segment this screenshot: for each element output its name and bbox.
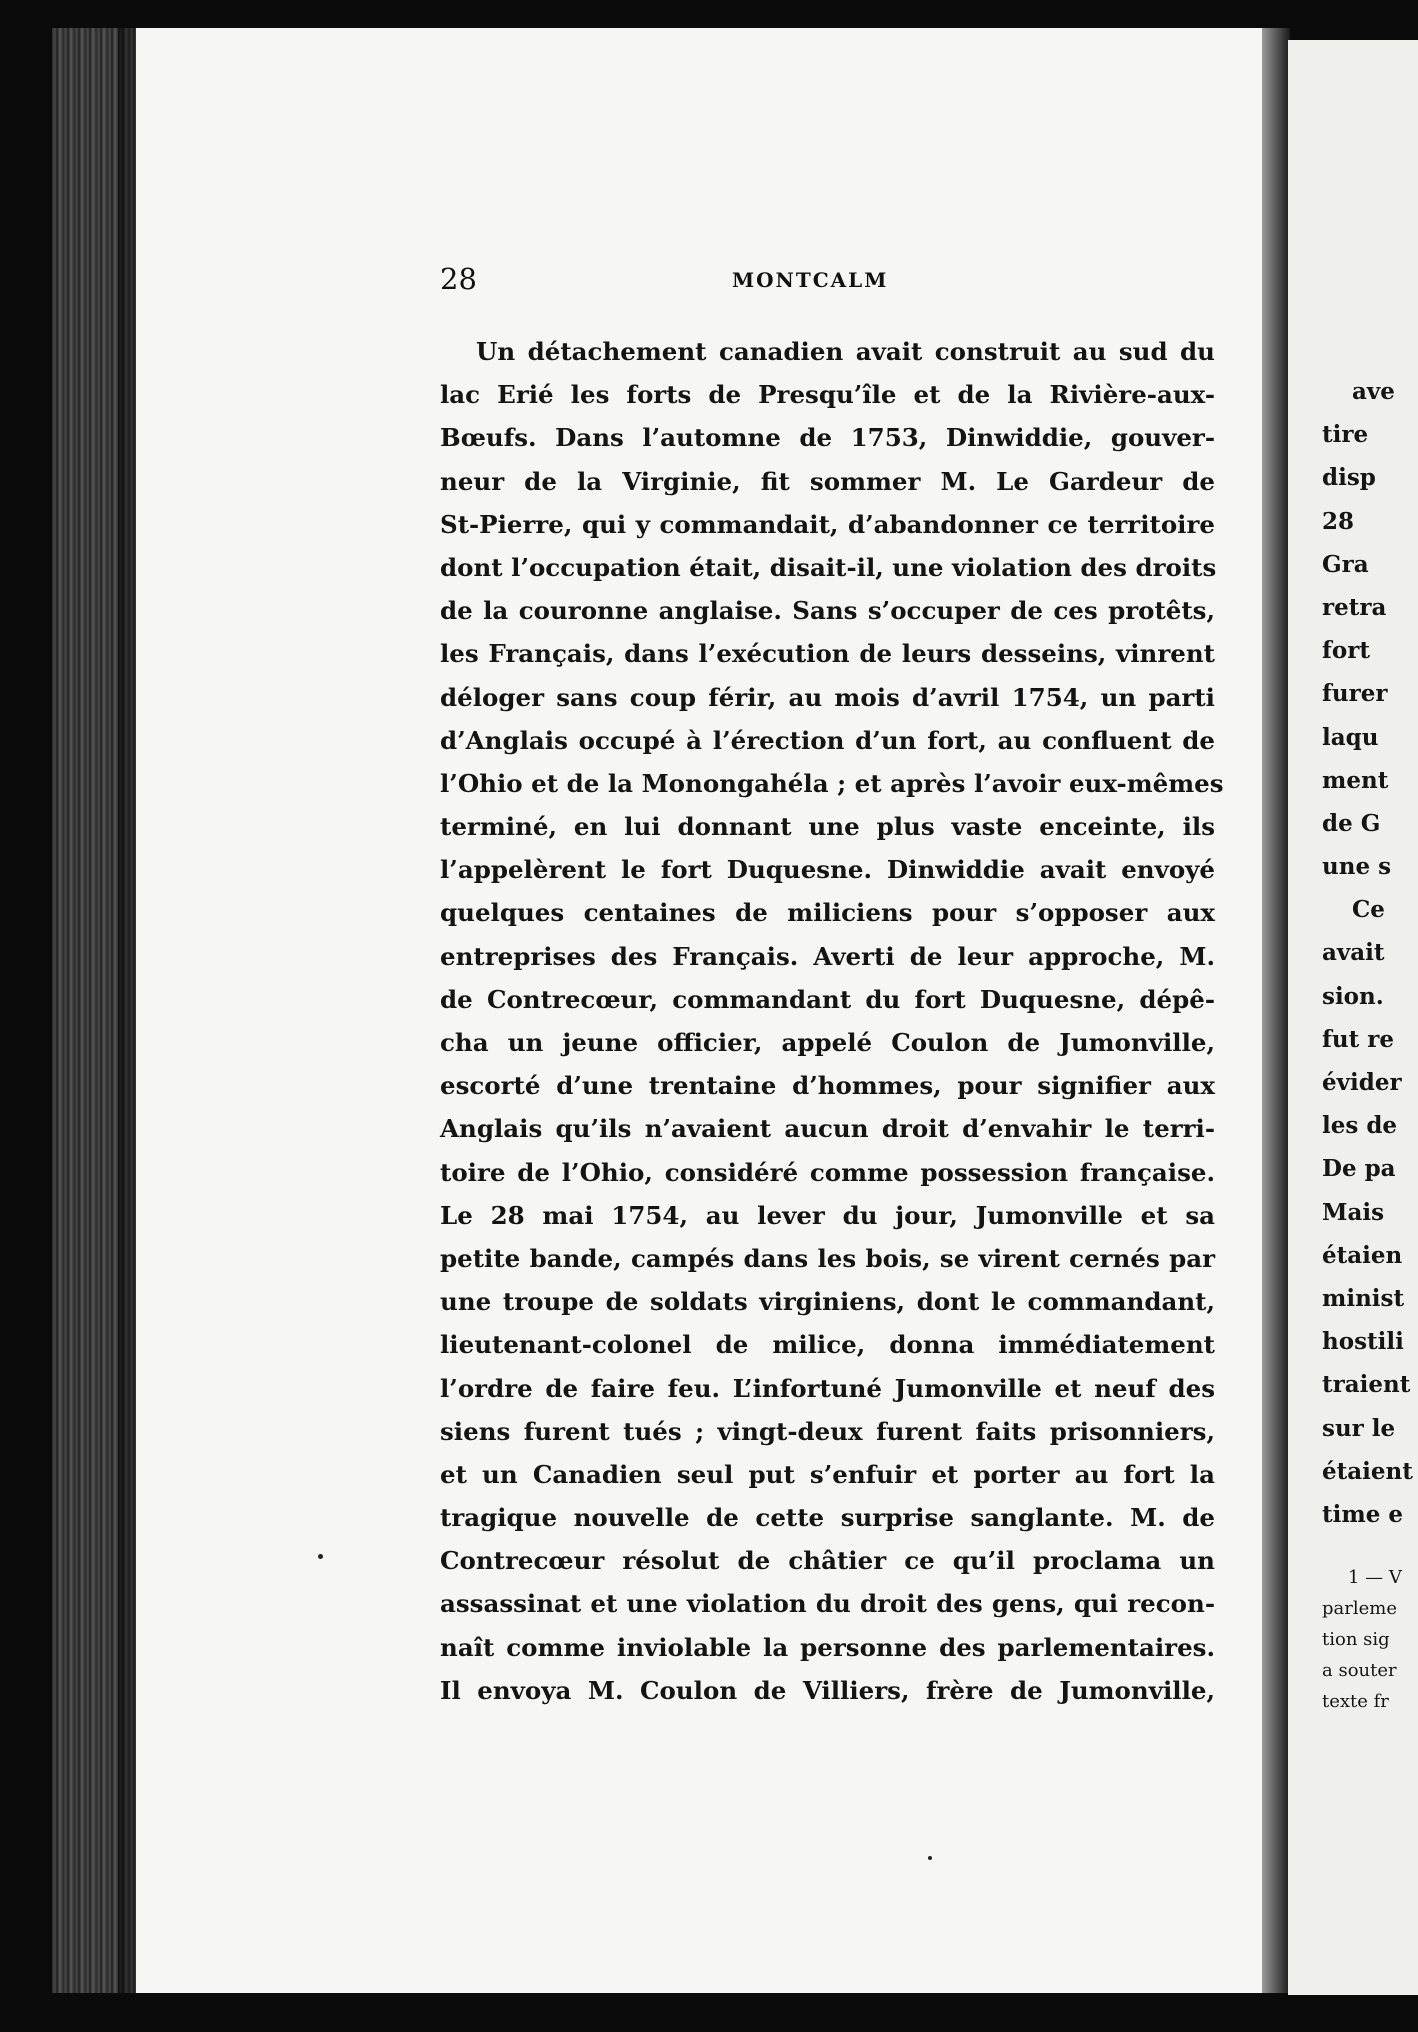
text-line: entreprises des Français. Averti de leur approche, M. [440,941,1215,971]
scan-speck [318,1554,323,1559]
text-line: assassinat et une violation du droit des gens, qui recon- [440,1589,1215,1619]
running-title: MONTCALM [732,268,889,292]
text-line: sion. [1322,982,1384,1010]
text-line: Contrecœur résolut de châtier ce qu’il proclama un [440,1546,1215,1576]
text-line: une s [1322,853,1392,881]
text-line: minist [1322,1284,1405,1312]
text-line: Le 28 mai 1754, au lever du jour, Jumonville et sa [440,1200,1215,1230]
text-line: lac Erié les forts de Presqu’île et de la Rivière-aux- [440,380,1215,410]
text-line: étaien [1322,1241,1403,1269]
text-line: 28 [1322,507,1355,535]
text-line: petite bande, campés dans les bois, se virent cernés par [440,1243,1215,1273]
text-line: time e [1322,1500,1403,1528]
text-line: l’ordre de faire feu. L’infortuné Jumonville et neuf des [440,1373,1215,1403]
text-line: neur de la Virginie, fit sommer M. Le Gardeur de [440,466,1215,496]
text-line: Il envoya M. Coulon de Villiers, frère de Jumonville, [440,1675,1215,1705]
body-text [440,330,1224,1712]
text-line: Mais [1322,1198,1385,1226]
text-line: fut re [1322,1025,1394,1053]
footnote-line: tion sig [1322,1629,1390,1650]
text-line: l’appelèrent le fort Duquesne. Dinwiddie avait envoyé [440,855,1215,885]
text-line: les de [1322,1112,1398,1140]
text-line: sur le [1322,1414,1396,1442]
text-line: et un Canadien seul put s’enfuir et porter au fort la [440,1459,1215,1489]
text-line: étaient [1322,1457,1413,1485]
text-line: Gra [1322,550,1369,578]
footnote-line: a souter [1322,1660,1397,1681]
text-line: furer [1322,680,1388,708]
text-line: laqu [1322,723,1379,751]
text-line: l’Ohio et de la Monongahéla ; et après l’avoir eux-mêmes [440,768,1224,798]
running-head [440,262,1220,302]
text-line: évider [1322,1069,1402,1096]
scan-speck [928,1856,932,1860]
text-line: ment [1322,766,1389,794]
book-gutter [1262,28,1290,1993]
text-line: disp [1322,464,1376,492]
text-line: cha un jeune officier, appelé Coulon de Jumonville, [440,1028,1215,1057]
page-number: 28 [440,262,477,296]
text-line: déloger sans coup férir, au mois d’avril 1754, un parti [440,682,1215,712]
text-line: de G [1322,809,1381,837]
next-page-text [1322,370,1413,1536]
text-line: quelques centaines de miliciens pour s’opposer aux [440,898,1215,928]
text-line: toire de l’Ohio, considéré comme possession française. [440,1157,1215,1187]
text-line: ave [1352,378,1395,405]
text-line: naît comme inviolable la personne des parlementaires. [440,1632,1215,1662]
text-line: De pa [1322,1155,1396,1183]
text-line: escorté d’une trentaine d’hommes, pour signifier aux [440,1071,1215,1101]
text-line: une troupe de soldats virginiens, dont le commandant, [440,1287,1215,1317]
text-line: fort [1322,637,1370,665]
text-line: dont l’occupation était, disait-il, une violation des droits [440,552,1217,582]
text-line: de Contrecœur, commandant du fort Duquesne, dépê- [440,984,1215,1014]
text-line: tragique nouvelle de cette surprise sanglante. M. de [440,1503,1215,1533]
text-line: Ce [1352,896,1385,924]
text-line: Anglais qu’ils n’avaient aucun droit d’envahir le terri- [440,1114,1215,1144]
text-line: St-Pierre, qui y commandait, d’abandonner ce territoire [440,509,1215,539]
text-line: siens furent tués ; vingt-deux furent faits prisonniers, [440,1416,1215,1446]
text-line: tire [1322,421,1369,449]
text-line: d’Anglais occupé à l’érection d’un fort, au confluent de [440,725,1215,755]
text-line: retra [1322,593,1387,621]
text-line: Un détachement canadien avait construit au sud du [476,337,1215,366]
text-line: avait [1322,939,1385,967]
footnote-line: parleme [1322,1598,1397,1619]
text-line: terminé, en lui donnant une plus vaste enceinte, ils [440,812,1215,842]
text-line: traient [1322,1371,1411,1399]
text-line: hostili [1322,1328,1404,1356]
footnote-line: texte fr [1322,1691,1389,1712]
text-line: de la couronne anglaise. Sans s’occuper de ces protêts, [440,596,1215,626]
text-line: lieutenant-colonel de milice, donna immédiatement [440,1330,1215,1360]
footnote-line: 1 — V [1348,1567,1402,1588]
text-line: Bœufs. Dans l’automne de 1753, Dinwiddie, gouver- [440,423,1215,453]
book-page-right-partial [1288,40,1418,1995]
text-line: les Français, dans l’exécution de leurs desseins, vinrent [440,639,1215,669]
next-page-footnotes [1322,1562,1402,1717]
